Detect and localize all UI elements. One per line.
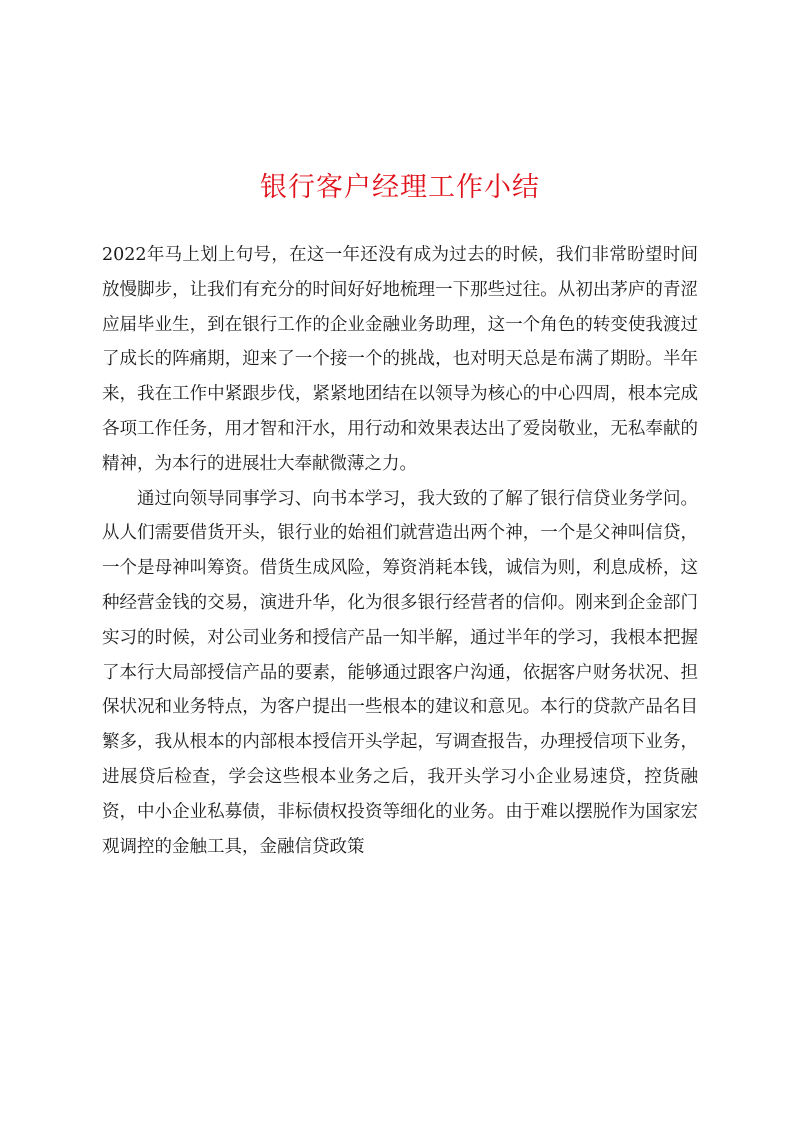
paragraph-1: 2022年马上划上句号，在这一年还没有成为过去的时候，我们非常盼望时间放慢脚步，让我们有充分的时间好好地梳理一下那些过往。从初出茅庐的青涩应届毕业生，到在银行工作的企业金融业务助理，这一个角色的转变使我渡过了成长的阵痛期，迎来了一个接一个的挑战，也对明天总是布满了期盼。半年来，我在工作中紧跟步伐，紧紧地团结在以领导为核心的中心四周，根本完成各项工作任务，用才智和汗水，用行动和效果表达出了爱岗敬业，无私奉献的精神，为本行的进展壮大奉献微薄之力。	[102, 245, 698, 474]
paragraph-2: 通过向领导同事学习、向书本学习，我大致的了解了银行信贷业务学问。从人们需要借货开头，银行业的始祖们就营造出两个神，一个是父神叫信贷，一个是母神叫筹资。借货生成风险，筹资消耗本钱，诚信为则，利息成桥，这种经营金钱的交易，演进升华，化为很多银行经营者的信仰。刚来到企金部门实习的时候，对公司业务和授信产品一知半解，通过半年的学习，我根本把握了本行大局部授信产品的要素，能够通过跟客户沟通，依据客户财务状况、担保状况和业务特点，为客户提出一些根本的建议和意见。本行的贷款产品名目繁多，我从根本的内部根本授信开头学起，写调查报告，办理授信项下业务，进展贷后检查，学会这些根本业务之后，我开头学习小企业易速贷，控货融资，中小企业私募债，非标债权投资等细化的业务。由于难以摆脱作为国家宏观调控的金触工具，金融信贷政策	[102, 488, 698, 857]
document-body	[102, 238, 698, 864]
document-title: 银行客户经理工作小结	[260, 172, 540, 203]
